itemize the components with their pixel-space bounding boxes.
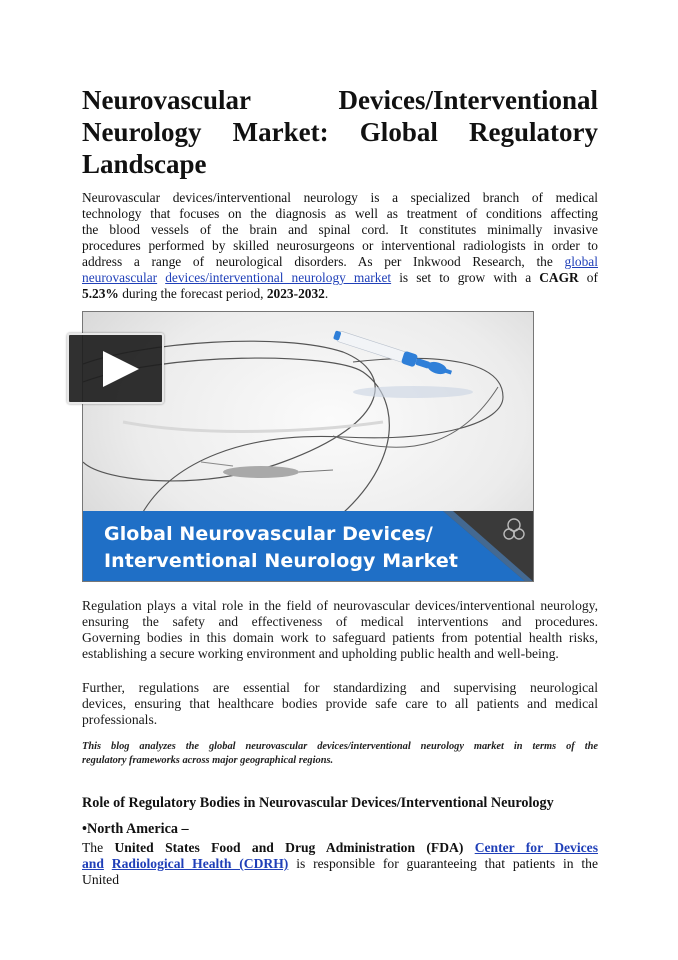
blog-note-line: regulatory frameworks across major geographical regions. [82,755,334,766]
region-heading-north-america: •North America – [82,821,189,837]
further-line: professionals. [82,712,158,727]
blog-note-line: This blog analyzes the global neurovascular devices/interventional neurology market in terms of the [82,741,598,752]
section-heading: Role of Regulatory Bodies in Neurovascular Devices/Interventional Neurology [82,795,554,811]
intro-paragraph [82,190,598,302]
cagr-label: CAGR [539,270,579,285]
intro-line: technology that focuses on the diagnosis as well as treatment of conditions affecting [82,206,598,221]
regulation-line: establishing a secure working environment and upholding public health and well-being. [82,646,559,661]
intro-text: address a range of neurological disorders. As per Inkwood Research, the [82,254,553,269]
play-icon [103,351,139,387]
play-video-button[interactable] [67,333,164,404]
north-america-paragraph [82,840,598,888]
banner-line-2: Interventional Neurology Market [104,550,459,572]
global-market-link[interactable]: neurovascular [82,270,158,285]
cagr-value: 5.23% [82,286,119,301]
blog-note [82,740,598,768]
banner-title [104,521,484,575]
further-line: devices, ensuring that healthcare bodies provide safe care to all patients and medical [82,696,598,711]
title-line-1: Neurovascular Devices/Interventional [82,85,598,115]
regulation-line: Regulation plays a vital role in the field of neurovascular devices/interventional neurology, [82,598,598,613]
na-line [82,856,598,872]
further-paragraph [82,680,598,728]
page-title [82,84,598,180]
fda-name: United States Food and Drug Administration (FDA) [114,840,464,855]
brain-logo-icon [502,517,526,543]
intro-text: during the forecast period, [122,286,264,301]
further-line: Further, regulations are essential for standardizing and supervising neurological [82,680,598,695]
na-line: United [82,872,119,887]
cdrh-link[interactable]: Radiological Health (CDRH) [111,856,289,871]
intro-text: . [324,286,329,301]
regulation-line: Governing bodies in this domain work to safeguard patients from potential health risks, [82,630,598,645]
intro-line [82,254,598,270]
intro-line [82,286,598,302]
forecast-period: 2023-2032 [266,286,325,301]
title-line-2: Neurology Market: Global Regulatory [82,117,598,147]
regulation-line: ensuring the safety and effectiveness of medical interventions and procedures. [82,614,598,629]
intro-line: the blood vessels of the brain and spinal cord. It constitutes minimally invasive [82,222,598,237]
na-line [82,840,598,856]
cdrh-link[interactable]: and [82,856,104,871]
intro-line: procedures performed by skilled neurosurgeons or interventional radiologists in order to [82,238,598,253]
banner-line-1: Global Neurovascular Devices/ [104,523,433,545]
intro-text: is set to grow with a [399,270,532,285]
cdrh-link[interactable]: Center for Devices [474,840,598,855]
intro-line: Neurovascular devices/interventional neurology is a specialized branch of medical [82,190,598,205]
global-market-link[interactable]: global [564,254,598,269]
title-line-3: Landscape [82,149,207,179]
na-text: is responsible for guaranteeing that patients in the [296,856,598,871]
regulation-paragraph [82,598,598,662]
banner [83,511,534,582]
intro-text: of [586,270,598,285]
na-text: The [82,840,104,855]
intro-line [82,270,598,286]
global-market-link[interactable]: devices/interventional neurology market [165,270,392,285]
